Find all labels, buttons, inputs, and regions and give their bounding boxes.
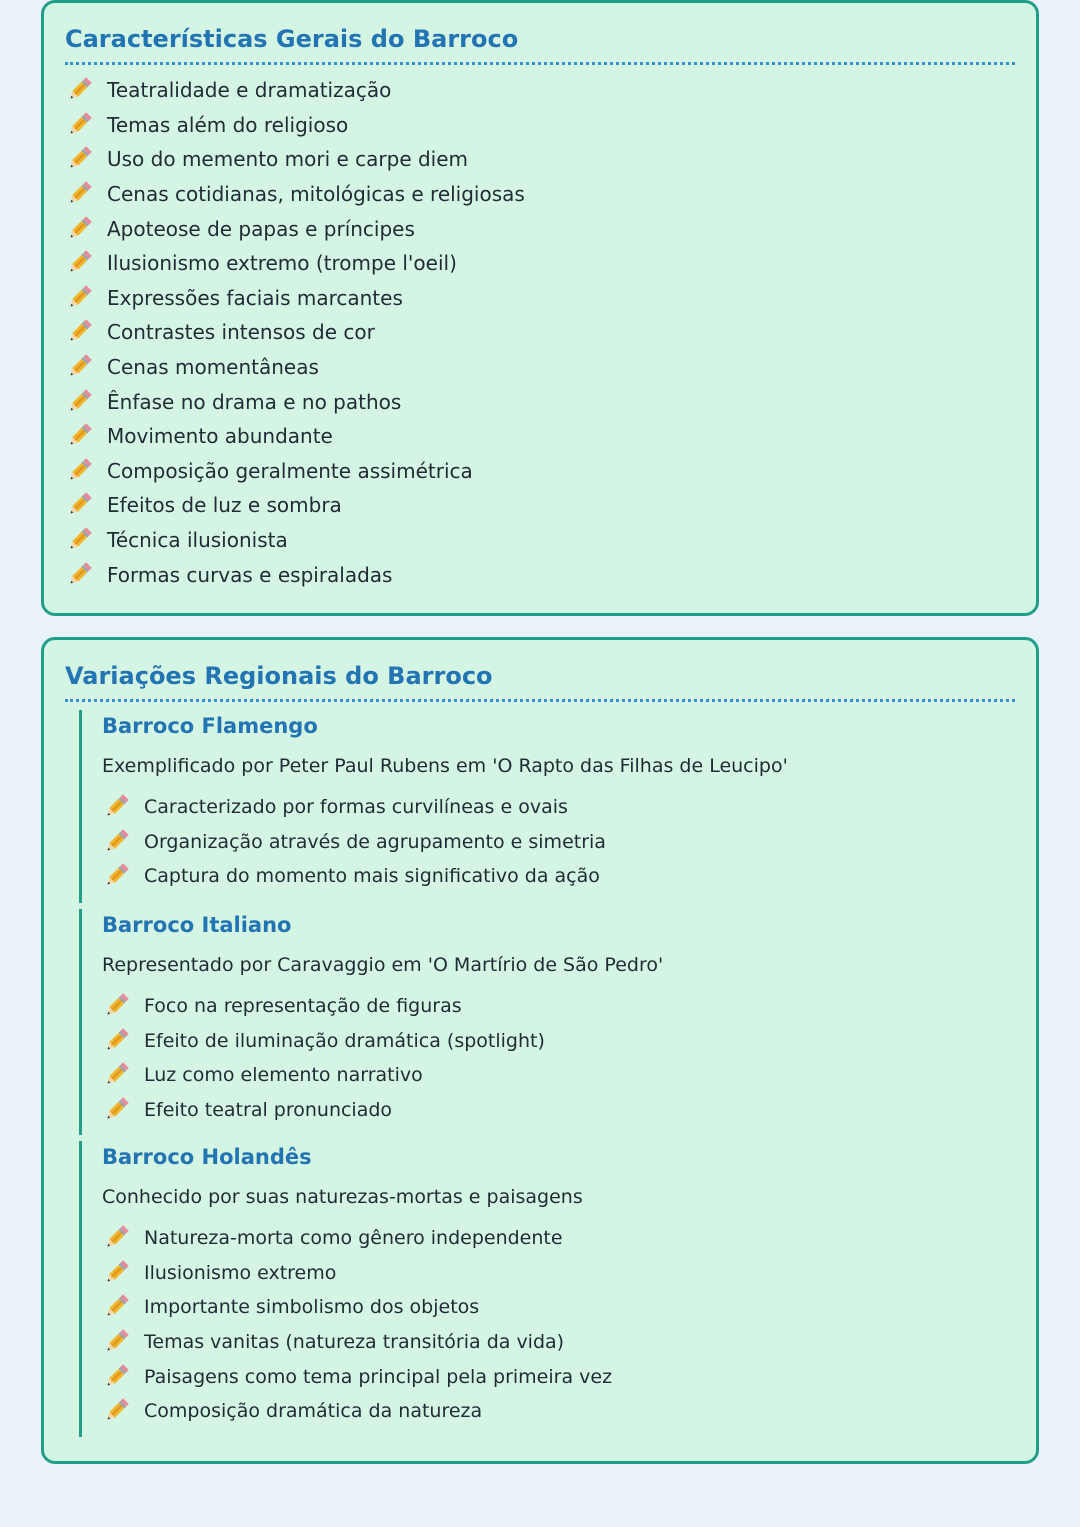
- list-item: [102, 1290, 612, 1325]
- pencil-icon: [65, 112, 93, 138]
- list-item-text: Temas além do religioso: [107, 112, 349, 137]
- list-item: [102, 1394, 612, 1429]
- list-item: [102, 1256, 612, 1291]
- list-item: [65, 315, 525, 350]
- pencil-icon: [102, 1028, 130, 1054]
- list-item-text: Captura do momento mais significativo da ação: [144, 865, 600, 888]
- pencil-icon: [102, 829, 130, 855]
- region-list: [102, 790, 606, 894]
- list-item: [102, 1359, 612, 1394]
- list-item-text: Foco na representação de figuras: [144, 995, 462, 1018]
- list-item: [102, 1093, 545, 1128]
- list-item-text: Movimento abundante: [107, 424, 333, 449]
- list-item-text: Cenas momentâneas: [107, 355, 319, 380]
- list-item-text: Composição geralmente assimétrica: [107, 458, 473, 483]
- list-item: [65, 108, 525, 143]
- list-item: [65, 177, 525, 212]
- region-title: Barroco Holandês: [102, 1145, 312, 1169]
- pencil-icon: [102, 993, 130, 1019]
- list-item: [65, 73, 525, 108]
- list-item-text: Ilusionismo extremo: [144, 1261, 337, 1284]
- region-description: Exemplificado por Peter Paul Rubens em 'O Rapto das Filhas de Leucipo': [102, 755, 788, 777]
- pencil-icon: [65, 146, 93, 172]
- regional-variations-title: Variações Regionais do Barroco: [65, 662, 1015, 702]
- list-item: [65, 557, 525, 592]
- list-item-text: Composição dramática da natureza: [144, 1400, 483, 1423]
- region-dutch: [79, 1141, 613, 1437]
- region-description: Conhecido por suas naturezas-mortas e paisagens: [102, 1186, 583, 1208]
- general-characteristics-title: Características Gerais do Barroco: [65, 25, 1015, 65]
- general-characteristics-list: [65, 73, 525, 592]
- list-item: [65, 281, 525, 316]
- list-item: [102, 790, 606, 825]
- list-item: [102, 989, 545, 1024]
- list-item: [65, 246, 525, 281]
- list-item-text: Paisagens como tema principal pela primeira vez: [144, 1365, 613, 1388]
- pencil-icon: [102, 1294, 130, 1320]
- pencil-icon: [102, 1097, 130, 1123]
- pencil-icon: [65, 423, 93, 449]
- pencil-icon: [102, 794, 130, 820]
- list-item-text: Caracterizado por formas curvilíneas e ovais: [144, 796, 568, 819]
- pencil-icon: [65, 354, 93, 380]
- list-item-text: Formas curvas e espiraladas: [107, 562, 393, 587]
- list-item: [102, 1058, 545, 1093]
- list-item-text: Teatralidade e dramatização: [107, 78, 392, 103]
- list-item-text: Ilusionismo extremo (trompe l'oeil): [107, 251, 457, 276]
- pencil-icon: [65, 181, 93, 207]
- pencil-icon: [65, 458, 93, 484]
- region-title: Barroco Flamengo: [102, 714, 318, 738]
- list-item-text: Efeito teatral pronunciado: [144, 1099, 393, 1122]
- list-item: [65, 211, 525, 246]
- list-item: [65, 488, 525, 523]
- list-item-text: Temas vanitas (natureza transitória da vida): [144, 1331, 565, 1354]
- pencil-icon: [65, 216, 93, 242]
- pencil-icon: [65, 527, 93, 553]
- list-item-text: Uso do memento mori e carpe diem: [107, 147, 469, 172]
- list-item: [65, 142, 525, 177]
- region-description: Representado por Caravaggio em 'O Martírio de São Pedro': [102, 954, 664, 976]
- pencil-icon: [65, 319, 93, 345]
- pencil-icon: [65, 492, 93, 518]
- list-item: [102, 1221, 612, 1256]
- list-item-text: Expressões faciais marcantes: [107, 285, 403, 310]
- list-item-text: Apoteose de papas e príncipes: [107, 216, 415, 241]
- pencil-icon: [102, 863, 130, 889]
- region-title: Barroco Italiano: [102, 913, 292, 937]
- pencil-icon: [65, 250, 93, 276]
- list-item-text: Cenas cotidianas, mitológicas e religiosas: [107, 182, 525, 207]
- pencil-icon: [65, 562, 93, 588]
- list-item: [65, 419, 525, 454]
- list-item: [102, 825, 606, 860]
- list-item: [65, 384, 525, 419]
- list-item-text: Natureza-morta como gênero independente: [144, 1227, 563, 1250]
- list-item-text: Efeitos de luz e sombra: [107, 493, 342, 518]
- list-item-text: Organização através de agrupamento e simetria: [144, 830, 606, 853]
- region-italian: [79, 909, 664, 1135]
- list-item-text: Contrastes intensos de cor: [107, 320, 375, 345]
- list-item: [102, 1325, 612, 1360]
- region-list: [102, 1221, 612, 1429]
- pencil-icon: [102, 1329, 130, 1355]
- list-item-text: Importante simbolismo dos objetos: [144, 1296, 480, 1319]
- list-item: [65, 523, 525, 558]
- pencil-icon: [65, 389, 93, 415]
- region-flemish: [79, 710, 788, 903]
- list-item: [65, 350, 525, 385]
- pencil-icon: [102, 1398, 130, 1424]
- pencil-icon: [65, 77, 93, 103]
- regional-variations-card: [41, 637, 1039, 1464]
- pencil-icon: [102, 1364, 130, 1390]
- list-item-text: Efeito de iluminação dramática (spotlight): [144, 1029, 545, 1052]
- list-item: [102, 1024, 545, 1059]
- pencil-icon: [102, 1260, 130, 1286]
- list-item-text: Luz como elemento narrativo: [144, 1064, 423, 1087]
- list-item-text: Técnica ilusionista: [107, 528, 288, 553]
- region-list: [102, 989, 545, 1127]
- general-characteristics-card: [41, 0, 1039, 616]
- list-item: [65, 454, 525, 489]
- pencil-icon: [65, 285, 93, 311]
- pencil-icon: [102, 1225, 130, 1251]
- list-item: [102, 859, 606, 894]
- pencil-icon: [102, 1062, 130, 1088]
- list-item-text: Ênfase no drama e no pathos: [107, 389, 402, 414]
